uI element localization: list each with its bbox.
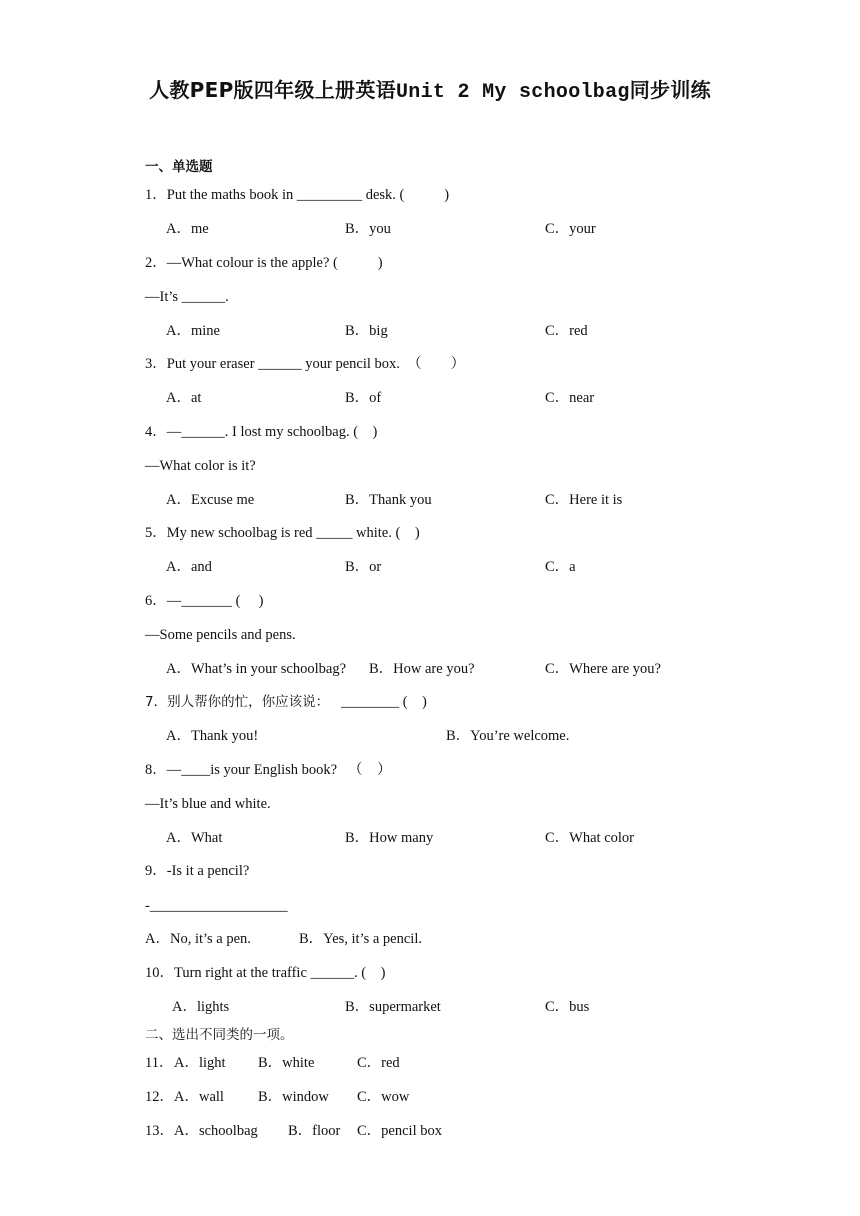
title-suffix: 同步训练 — [629, 78, 711, 102]
question-10-stem: 10．Turn right at the traffic ______. ( ) — [145, 965, 386, 981]
question-12-number: 12． — [145, 1089, 174, 1105]
question-3-option-b[interactable]: B．of — [345, 390, 382, 406]
question-12-option-c[interactable]: C．wow — [357, 1089, 410, 1105]
question-10-option-b[interactable]: B．supermarket — [345, 999, 441, 1015]
question-8-option-c[interactable]: C．What color — [545, 830, 634, 846]
question-6-option-a[interactable]: A．What’s in your schoolbag? — [166, 661, 347, 677]
question-6-stem: 6．—_______ ( ) — [145, 593, 264, 609]
question-1-option-c[interactable]: C．your — [545, 221, 596, 237]
question-9-stem: 9．-Is it a pencil? — [145, 863, 250, 879]
question-7-option-b[interactable]: B．You’re welcome. — [446, 728, 570, 744]
question-4-stem-reply: —What color is it? — [145, 458, 256, 474]
question-3-option-c[interactable]: C．near — [545, 390, 595, 406]
question-12-option-a[interactable]: A．wall — [174, 1089, 224, 1105]
question-8-stem: 8．—____is your English book? （ ） — [145, 762, 392, 778]
question-5-option-b[interactable]: B．or — [345, 559, 382, 575]
question-7-stem — [145, 693, 427, 711]
question-7-stem-chinese: 7．别人帮你的忙，你应该说： — [145, 694, 330, 710]
question-2-option-b[interactable]: B．big — [345, 323, 388, 339]
title-prefix: 人教PEP版四年级上册英语 — [149, 78, 396, 102]
question-1-option-a[interactable]: A．me — [166, 221, 209, 237]
question-4-option-a[interactable]: A．Excuse me — [166, 492, 255, 508]
question-12-option-b[interactable]: B．window — [258, 1089, 329, 1105]
question-3-option-a[interactable]: A．at — [166, 390, 202, 406]
question-11-number: 11． — [145, 1055, 174, 1071]
question-4-option-b[interactable]: B．Thank you — [345, 492, 432, 508]
question-6-option-c[interactable]: C．Where are you? — [545, 661, 661, 677]
question-4-option-c[interactable]: C．Here it is — [545, 492, 623, 508]
question-5-option-a[interactable]: A．and — [166, 559, 212, 575]
section-heading-odd-one-out: 二、选出不同类的一项。 — [145, 1027, 294, 1043]
question-2-option-a[interactable]: A．mine — [166, 323, 220, 339]
question-11-option-a[interactable]: A．light — [174, 1055, 226, 1071]
question-6-stem-reply: —Some pencils and pens. — [145, 627, 296, 643]
question-8-option-b[interactable]: B．How many — [345, 830, 434, 846]
question-4-stem: 4．—______. I lost my schoolbag. ( ) — [145, 424, 378, 440]
question-9-option-a[interactable]: A．No, it’s a pen. — [145, 931, 251, 947]
question-1-option-b[interactable]: B．you — [345, 221, 391, 237]
question-2-option-c[interactable]: C．red — [545, 323, 588, 339]
page-title — [0, 74, 860, 104]
question-11-option-c[interactable]: C．red — [357, 1055, 400, 1071]
question-13-number: 13． — [145, 1123, 174, 1139]
question-2-stem: 2．—What colour is the apple? ( ) — [145, 255, 383, 271]
question-5-stem: 5．My new schoolbag is red _____ white. ( ) — [145, 525, 420, 541]
question-6-option-b[interactable]: B．How are you? — [369, 661, 475, 677]
section-heading-single-choice: 一、单选题 — [145, 159, 213, 175]
question-10-option-c[interactable]: C．bus — [545, 999, 590, 1015]
question-13-option-a[interactable]: A．schoolbag — [174, 1123, 258, 1139]
question-7-option-a[interactable]: A．Thank you! — [166, 728, 259, 744]
title-unit: Unit 2 My schoolbag — [395, 81, 630, 104]
question-11-option-b[interactable]: B．white — [258, 1055, 315, 1071]
question-8-stem-reply: —It’s blue and white. — [145, 796, 271, 812]
question-9-option-b[interactable]: B．Yes, it’s a pencil. — [299, 931, 422, 947]
question-2-stem-reply: —It’s ______. — [145, 289, 229, 305]
question-9-answer-line: -___________________ — [145, 898, 288, 914]
question-3-stem: 3．Put your eraser ______ your pencil box. （ ） — [145, 356, 466, 372]
question-13-option-b[interactable]: B．floor — [288, 1123, 341, 1139]
question-5-option-c[interactable]: C．a — [545, 559, 576, 575]
question-8-option-a[interactable]: A．What — [166, 830, 223, 846]
question-13-option-c[interactable]: C．pencil box — [357, 1123, 442, 1139]
question-10-option-a[interactable]: A．lights — [172, 999, 230, 1015]
question-7-stem-blank: ________ ( ) — [341, 694, 427, 710]
question-1-stem: 1．Put the maths book in _________ desk. ( ) — [145, 187, 450, 203]
